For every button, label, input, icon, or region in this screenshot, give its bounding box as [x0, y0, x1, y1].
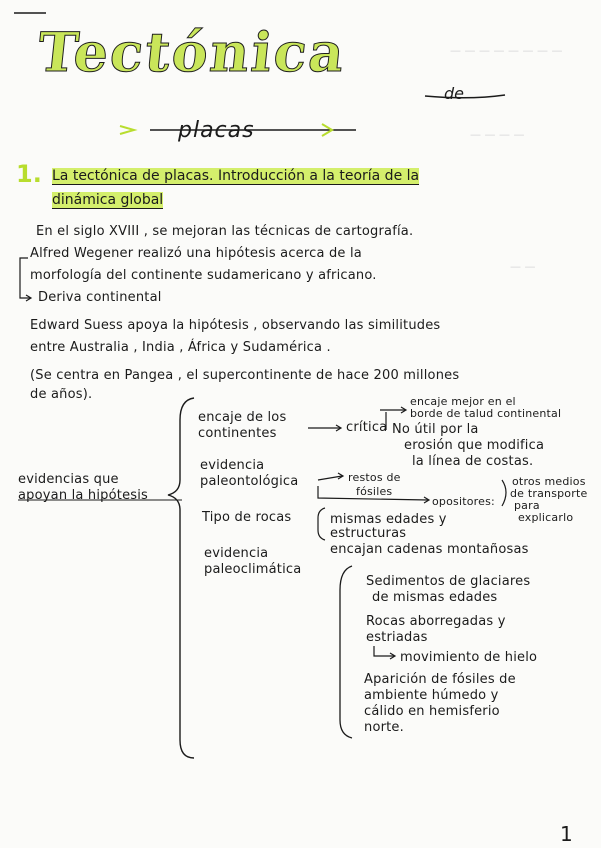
rocas-aborregadas-line1: Rocas aborregadas y [366, 614, 506, 629]
text-line: entre Australia , India , África y Sudamérica . [30, 340, 331, 355]
branch-rocas: Tipo de rocas [202, 510, 292, 525]
otros-line4: explicarlo [518, 511, 574, 524]
encaje-note-line2: borde de talud continental [410, 407, 562, 420]
erosion-note-line1: No útil por la [392, 422, 479, 437]
otros-line3: para [514, 499, 540, 512]
rocas-aborregadas-line2: estriadas [366, 630, 428, 645]
main-brace [168, 398, 194, 758]
page-title: Tectónica [34, 20, 350, 84]
erosion-note-line2: erosión que modifica [404, 438, 545, 453]
branch-encaje-line1: encaje de los [198, 410, 287, 425]
fosiles-line2: ambiente húmedo y [364, 688, 499, 703]
branch-encaje-line2: continentes [198, 426, 277, 441]
text-line: morfología del continente sudamericano y africano. [30, 268, 377, 283]
placas-decoration-left [120, 126, 134, 134]
page-number: 1 [560, 822, 573, 846]
text-line: Alfred Wegener realizó una hipótesis acerca de la [30, 246, 362, 261]
branch-paleonto-line1: evidencia [200, 458, 265, 473]
fosiles-line4: norte. [364, 720, 404, 735]
paleoclimatic-brace [340, 566, 352, 738]
text-line: En el siglo XVIII , se mejoran las técnicas de cartografía. [36, 224, 414, 239]
diagram-root-line2: apoyan la hipótesis [18, 488, 149, 503]
text-line: de años). [30, 387, 93, 402]
branch-paleoclima-line1: evidencia [204, 546, 269, 561]
rocas-line1: mismas edades y [330, 512, 447, 527]
opositores-label: opositores: [432, 495, 495, 508]
restos-line2: fósiles [356, 485, 393, 498]
critica-label: crítica [346, 420, 388, 435]
otros-line2: de transporte [510, 487, 588, 500]
diagram-root-line1: evidencias que [18, 472, 119, 487]
erosion-note-line3: la línea de costas. [412, 454, 534, 469]
glaciares-line1: Sedimentos de glaciares [366, 574, 531, 589]
section-title-line2: dinámica global [52, 192, 164, 208]
fosiles-line1: Aparición de fósiles de [364, 672, 516, 687]
restos-line1: restos de [348, 471, 401, 484]
title-swash [425, 95, 505, 98]
text-line: Deriva continental [38, 290, 162, 305]
rocas-line3: encajan cadenas montañosas [330, 542, 529, 557]
branch-paleonto-line2: paleontológica [200, 474, 299, 489]
wegener-arrow-line [20, 258, 30, 298]
fosiles-line3: cálido en hemisferio [364, 704, 500, 719]
text-line: Edward Suess apoya la hipótesis , observando las similitudes [30, 318, 441, 333]
bleed-through-mark: — — — — [470, 128, 525, 141]
page-subtitle: placas [178, 118, 255, 143]
section-number: 1. [16, 160, 42, 188]
bleed-through-mark: — — [510, 260, 536, 273]
hielo-arrow [374, 646, 394, 656]
rocas-aborregadas-line3: movimiento de hielo [400, 650, 538, 665]
text-line: (Se centra en Pangea , el supercontinente de hace 200 millones [30, 368, 460, 383]
otros-line1: otros medios [512, 475, 586, 488]
glaciares-line2: de mismas edades [372, 590, 498, 605]
title-connector: de [444, 84, 464, 103]
section-title [52, 164, 552, 212]
section-title-line1: La tectónica de placas. Introducción a la teoría de la [52, 168, 420, 184]
bleed-through-mark: — — — — — — — — [450, 44, 563, 57]
rocas-line2: estructuras [330, 526, 407, 541]
encaje-note-line1: encaje mejor en el [410, 395, 516, 408]
branch-paleoclima-line2: paleoclimática [204, 562, 302, 577]
otros-brace [502, 480, 506, 506]
rocas-brace [318, 508, 325, 540]
